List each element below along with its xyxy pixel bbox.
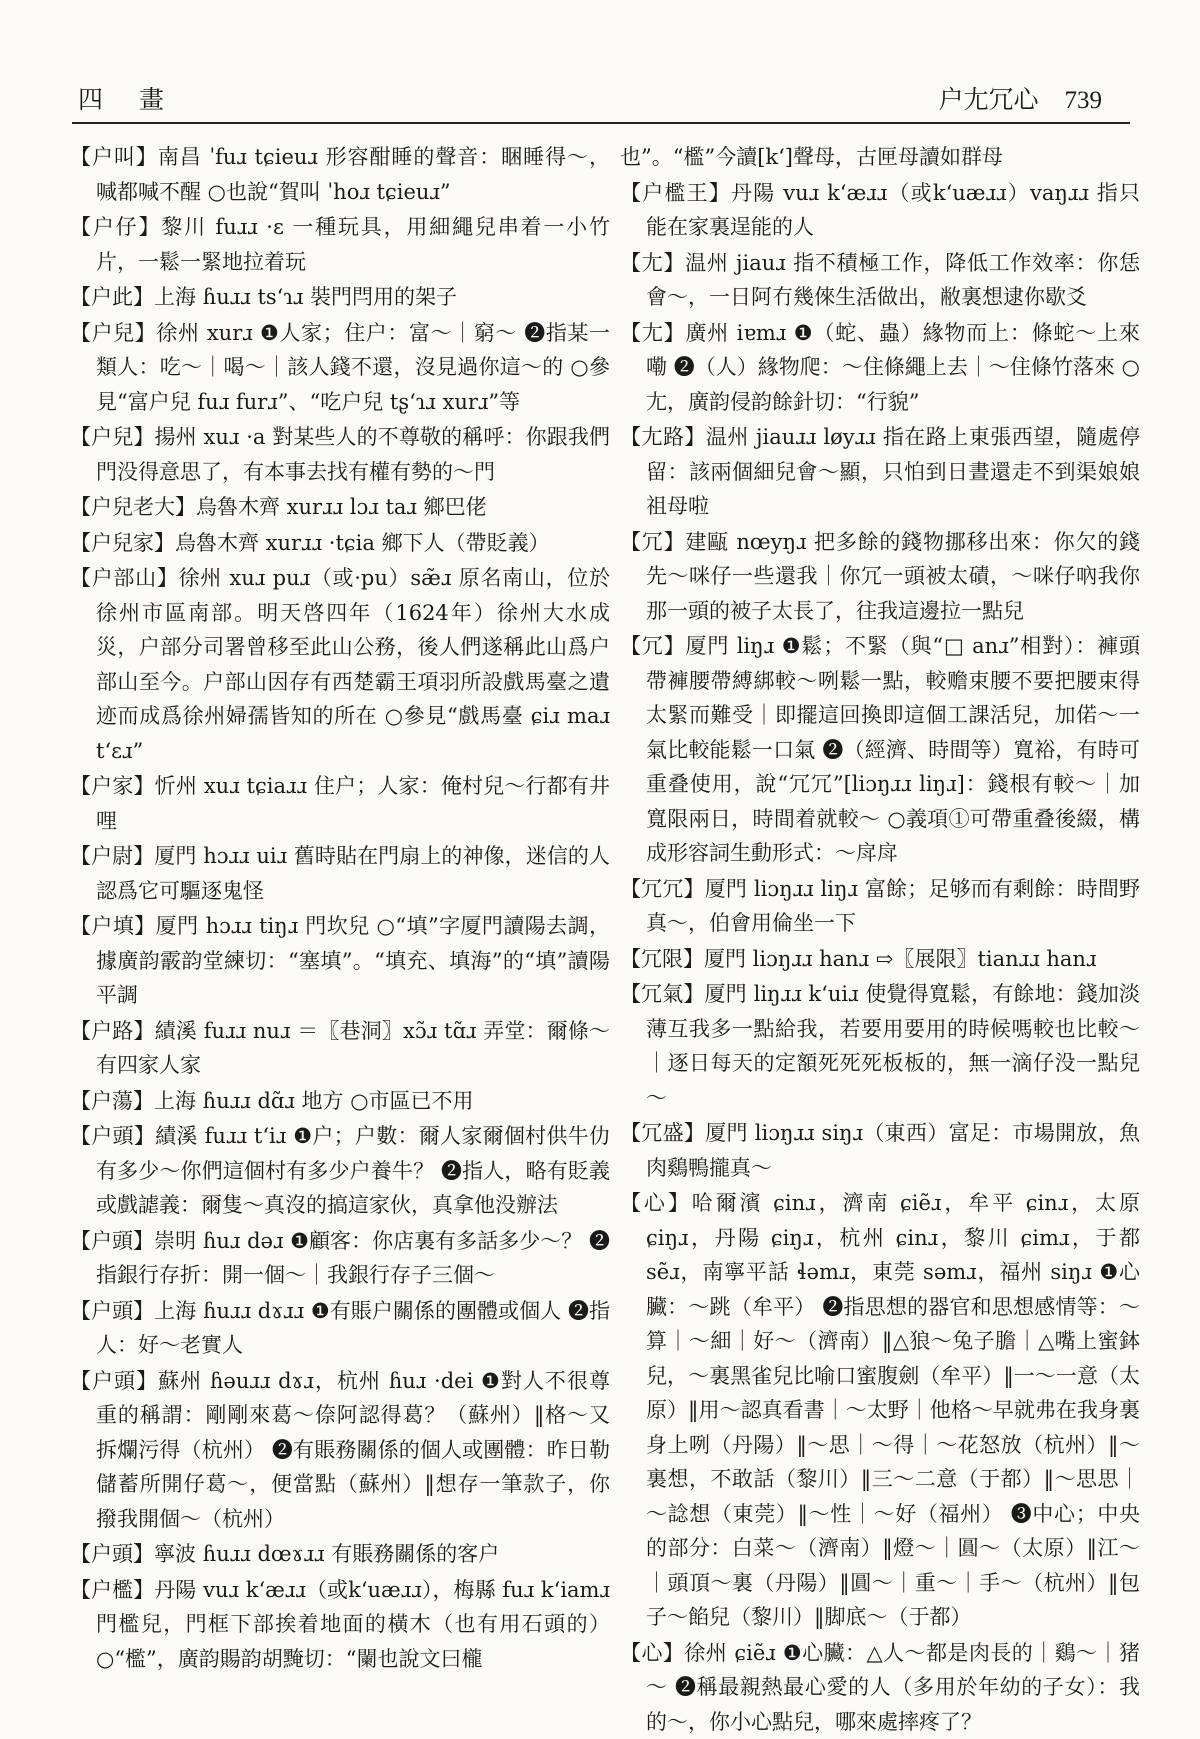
dictionary-entry [70,1537,610,1572]
entry-headword: 【尢路】 [620,425,706,449]
entry-body: 厦門 hɔɹɹ tiŋɹ 門坎兒 ○“填”字厦門讀陽去調，據廣韵霰韵堂練切：“塞填”。“填充、填海”的“填”讀陽平調 [96,914,610,1007]
dictionary-entry [620,176,1140,245]
entry-headword: 【户叫】 [70,145,158,169]
entry-body: 寧波 ɦuɹɹ dœɤɹɹ 有賬務關係的客户 [154,1542,499,1566]
entry-body: 厦門 liŋɹɹ kʻuiɹ 使覺得寬鬆，有餘地：錢加淡薄互我多一點給我，若要用要用的時候嗎較也比較～｜逐日每天的定額死死死板板的，無一滴仔没一點兒～ [646,982,1140,1110]
dictionary-entry [620,1186,1140,1635]
page-number: 739 [1065,87,1103,114]
entry-headword: 【户路】 [70,1019,155,1043]
entry-headword: 【户蕩】 [70,1089,154,1113]
entry-headword: 【户頭】 [70,1299,154,1323]
entry-headword: 【户部山】 [70,566,179,590]
entry-headword: 【户填】 [70,914,156,938]
entry-body: 上海 ɦuɹɹ dɤɹɹ ❶有賬户關係的團體或個人 ❷指人：好～老實人 [96,1299,610,1358]
dictionary-entry [70,280,610,315]
entry-body: 南昌 ˈfuɹ tɕieuɹ 形容酣睡的聲音：睏睡得～，喊都喊不醒 ○也說“賀叫 ˈhoɹ tɕieuɹ” [96,145,610,204]
dictionary-entry [620,140,1140,175]
entry-headword: 【户兒家】 [70,531,175,555]
dictionary-entry [70,1294,610,1363]
entry-body: 忻州 xuɹ tɕiaɹɹ 住户；人家：俺村兒～行都有井哩 [96,774,610,833]
dictionary-entry [620,316,1140,420]
entry-headword: 【户此】 [70,285,154,309]
page-header [72,72,1130,124]
entry-headword: 【户頭】 [70,1124,155,1148]
entry-headword: 【户仔】 [70,215,161,239]
dictionary-entry [620,246,1140,315]
entry-headword: 【户家】 [70,774,155,798]
dictionary-entry [620,1636,1140,1739]
dictionary-entry [70,420,610,489]
dictionary-entry [620,942,1140,977]
entry-body: 徐州 xuɹ puɹ（或·pu）sæ̃ɹ 原名南山，位於徐州市區南部。明天啓四年（1624年）徐州大水成災，户部分司署曾移至此山公務，後人們遂稱此山爲户部山至今。户部山因存有西楚霸王項羽所設戲馬臺之遺迹而成爲徐州婦孺皆知的所在 ○參見“戲馬臺 ɕiɹ maɹ tʻɛɹ” [96,566,610,763]
entry-headword: 【户兒】 [70,425,154,449]
entry-body: 黎川 fuɹɹ ·ɛ 一種玩具，用細繩兒串着一小竹片，一鬆一緊地拉着玩 [96,215,610,274]
entry-headword: 【户頭】 [70,1542,154,1566]
dictionary-entry [70,561,610,768]
entry-headword: 【冗限】 [620,947,704,971]
dictionary-entry [70,1224,610,1293]
entry-headword: 【冗盛】 [620,1121,705,1145]
dictionary-entry [70,1364,610,1537]
dictionary-entry [70,526,610,561]
entry-body: 上海 ɦuɹɹ dɑ̃ɹ 地方 ○市區已不用 [154,1089,474,1113]
running-head [939,80,1102,116]
entry-headword: 【冗氣】 [620,982,705,1006]
entry-headword: 【户檻王】 [620,181,731,205]
entry-body: 建甌 nœyŋɹ 把多餘的錢物挪移出來：你欠的錢先～咪仔一些還我｜你冗一頭被太磧，～咪仔吶我你那一頭的被子太長了，往我這邊拉一點兒 [646,530,1140,623]
entry-headword: 【户尉】 [70,844,154,868]
entry-headword: 【户兒老大】 [70,495,196,519]
dictionary-entry [620,1116,1140,1185]
dictionary-entry [620,629,1140,871]
entry-body: 績溪 fuɹɹ tʻiɹ ❶户；户數：爾人家爾個村供牛仂有多少～你們這個村有多少户養牛？ ❷指人，略有貶義或戲謔義：爾隻～真沒的搞這家伙，真拿他没辦法 [96,1124,610,1217]
right-column [620,140,1140,1694]
dictionary-entry [70,140,610,209]
entry-body: 烏魯木齊 xurɹɹ lɔɹ taɹ 鄉巴佬 [196,495,487,519]
entry-body: 上海 ɦuɹɹ tsʻɿɹ 裝門閂用的架子 [154,285,457,309]
entry-body: 厦門 liɔŋɹɹ hanɹ ⇨〖展限〗tianɹɹ hanɹ [704,947,1096,971]
entry-body: 厦門 hɔɹɹ uiɹ 舊時貼在門扇上的神像，迷信的人認爲它可驅逐鬼怪 [96,844,610,903]
dictionary-entry [70,490,610,525]
entry-body: 揚州 xuɹ ·a 對某些人的不尊敬的稱呼：你跟我們門没得意思了，有本事去找有權有勢的～門 [96,425,610,484]
entry-body: 也”。“檻”今讀[kʻ]聲母，古匣母讀如群母 [620,145,1003,169]
dictionary-entry [70,316,610,420]
entry-headword: 【户頭】 [70,1369,158,1393]
dictionary-entry [620,525,1140,629]
entry-headword: 【尢】 [620,251,685,275]
entry-headword: 【冗冗】 [620,877,705,901]
entry-body: 廣州 iɐmɹ ❶（蛇、蟲）緣物而上：條蛇～上來嘞 ❷（人）緣物爬：～住條繩上去｜～住條竹落來 ○尢，廣韵侵韵餘針切：“行貌” [646,321,1140,414]
section-title: 四 畫 [78,80,178,116]
entry-body: 厦門 liɔŋɹɹ liŋɹ 富餘；足够而有剩餘：時間野真～，伯會用倫坐一下 [646,877,1140,936]
entry-body: 丹陽 vuɹ kʻæɹɹ（或kʻuæɹɹ），梅縣 fuɹ kʻiamɹ 門檻兒，門框下部挨着地面的橫木（也有用石頭的） ○“檻”，廣韵𧶽韵胡黤切：“闌也說文曰櫳 [96,1578,610,1671]
dictionary-entry [70,839,610,908]
entry-body: 温州 jiauɹ 指不積極工作，降低工作效率：你恁會～，一日阿冇幾倈生活做出，敝裏想逮你歇爻 [646,251,1140,310]
dictionary-entry [70,210,610,279]
dictionary-entry [70,769,610,838]
dictionary-entry [70,1014,610,1083]
entry-headword: 【户頭】 [70,1229,154,1253]
dictionary-entry [70,909,610,1013]
entry-headword: 【户兒】 [70,321,156,345]
entry-body: 徐州 xurɹ ❶人家；住户：富～｜窮～ ❷指某一類人：吃～｜喝～｜該人錢不還，沒見過你這～的 ○參見“富户兒 fuɹ furɹ”、“吃户兒 tʂʻɿɹ xurɹ”等 [96,321,610,414]
entry-body: 厦門 liɔŋɹɹ siŋɹ（東西）富足：市場開放，魚肉鷄鴨攏真～ [646,1121,1140,1180]
entry-body: 蘇州 ɦəuɹɹ dɤɹ，杭州 ɦuɹ ·dei ❶對人不很尊重的稱謂：剛剛來葛～倷阿認得葛？（蘇州）‖格～又拆爛污得（杭州） ❷有賬務關係的個人或團體：昨日勒儲蓄所開仔葛～，便當點（蘇州）‖想存一筆款子，你撥我開個～（杭州） [96,1369,610,1531]
entry-headword: 【心】 [620,1191,692,1215]
dictionary-entry [70,1573,610,1677]
entry-body: 崇明 ɦuɹ dəɹ ❶顧客：你店裏有多話多少～？ ❷指銀行存折：開一個～｜我銀行存子三個～ [96,1229,610,1288]
entry-headword: 【户檻】 [70,1578,154,1602]
entry-headword: 【冗】 [620,634,686,658]
entry-body: 厦門 liŋɹ ❶鬆；不緊（與“□ anɹ”相對）：褲頭帶褲腰帶縛綁較～咧鬆一點，較赡束腰不要把腰束得太緊而難受｜即擺這回換即這個工課活兒，加偌～一氣比較能鬆一口氣 ❷（經濟、時間等）寬裕，有時可重叠使用，說“冗冗”[liɔŋɹɹ liŋɹ]：錢根有較～｜加寬限兩日，時間着就較～ ○義項①可帶重叠後綴，構成形容詞生動形式：～戽戽 [646,634,1140,865]
left-column [70,140,610,1694]
dictionary-entry [620,977,1140,1115]
headword-range: 户尢冗心 [939,85,1039,114]
entry-body: 烏魯木齊 xurɹɹ ·tɕia 鄉下人（帶貶義） [175,531,550,555]
entry-headword: 【心】 [620,1641,684,1665]
dictionary-entry [620,420,1140,524]
entry-body: 徐州 ɕiẽɹ ❶心臟：△人～都是肉長的｜鷄～｜猪～ ❷稱最親熱最心愛的人（多用於年幼的子女）：我的～，你小心點兒，哪來處摔疼了？ [646,1641,1140,1734]
entry-headword: 【尢】 [620,321,685,345]
entry-headword: 【冗】 [620,530,685,554]
dictionary-entry [70,1119,610,1223]
entry-body: 丹陽 vuɹ kʻæɹɹ（或kʻuæɹɹ）vaŋɹɹ 指只能在家裏逞能的人 [646,181,1140,240]
dictionary-entry [620,872,1140,941]
entry-body: 績溪 fuɹɹ nuɹ ＝〖巷洞〗xɔ̃ɹ tɑ̃ɹ 弄堂：爾條～有四家人家 [96,1019,610,1078]
entry-body: 温州 jiauɹɹ løyɹɹ 指在路上東張西望，隨處停留：該兩個細兒會～顯，只怕到日晝還走不到渠娘娘祖母啦 [646,425,1140,518]
entry-body: 哈爾濱 ɕinɹ，濟南 ɕiẽɹ，牟平 ɕinɹ，太原 ɕiŋɹ，丹陽 ɕiŋɹ，杭州 ɕinɹ，黎川 ɕimɹ，于都 sẽɹ，南寧平話 ɬəmɹ，東莞 səmɹ，福州 siŋɹ ❶心臟：～跳（牟平） ❷指思想的器官和思想感情等：～算｜～細｜好～（濟南）‖△狼～兔子膽｜△嘴上蜜鉢兒，～裏黑雀兒比喻口蜜腹劍（牟平）‖一～一意（太原）‖用～認真看書｜～太野｜他格～早就弗在我身裏身上咧（丹陽）‖～思｜～得｜～花怒放（杭州）‖～裏想，不敢話（黎川）‖三～二意（于都）‖～思思｜～諗想（東莞）‖～性｜～好（福州） ❸中心；中央的部分：白菜～（濟南）‖燈～｜圓～（太原）‖江～｜頭頂～裏（丹陽）‖圓～｜重～｜手～（杭州）‖包子～餡兒（黎川）‖脚底～（于都） [646,1191,1140,1629]
dictionary-entry [70,1084,610,1119]
